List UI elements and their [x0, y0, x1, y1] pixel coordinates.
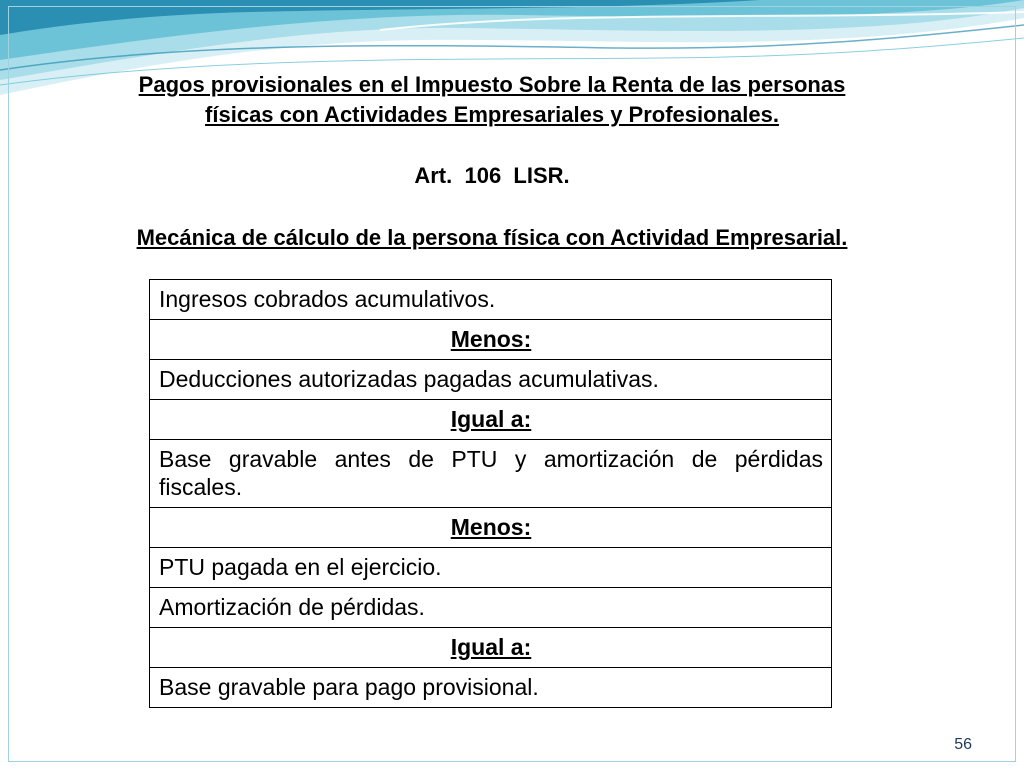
title-line-2: físicas con Actividades Empresariales y Profesionales. [205, 102, 779, 127]
row-base-gravable-antes: Base gravable antes de PTU y amortización de pérdidas fiscales. [150, 440, 832, 508]
row-operator-menos: Menos: [150, 508, 832, 548]
table-row [150, 400, 832, 440]
row-operator-igual: Igual a: [150, 628, 832, 668]
page-number: 56 [954, 736, 972, 753]
table-row [150, 508, 832, 548]
row-ptu-pagada: PTU pagada en el ejercicio. [150, 548, 832, 588]
table-row [150, 280, 832, 320]
table-row [150, 668, 832, 708]
row-ingresos: Ingresos cobrados acumulativos. [150, 280, 832, 320]
table-row [150, 360, 832, 400]
row-amortizacion: Amortización de pérdidas. [150, 588, 832, 628]
table-row [150, 548, 832, 588]
slide-title [60, 70, 924, 130]
row-deducciones: Deducciones autorizadas pagadas acumulativas. [150, 360, 832, 400]
row-operator-menos: Menos: [150, 320, 832, 360]
title-line-1: Pagos provisionales en el Impuesto Sobre la Renta de las personas [138, 72, 846, 97]
table-row [150, 588, 832, 628]
table-row [150, 440, 832, 508]
row-base-gravable-pago: Base gravable para pago provisional. [150, 668, 832, 708]
table-row [150, 320, 832, 360]
row-operator-igual: Igual a: [150, 400, 832, 440]
table-row [150, 628, 832, 668]
subtitle: Mecánica de cálculo de la persona física con Actividad Empresarial. [136, 225, 848, 250]
calculation-table [149, 279, 832, 708]
article-reference: Art. 106 LISR. [414, 163, 570, 188]
